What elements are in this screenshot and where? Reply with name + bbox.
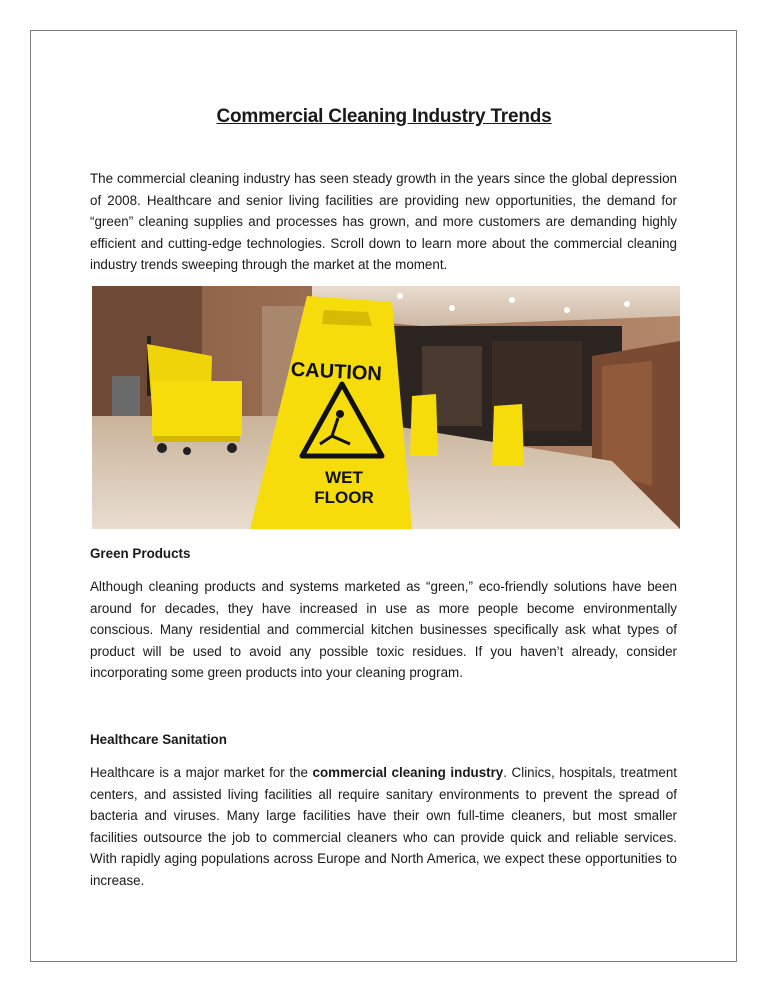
healthcare-paragraph: [90, 762, 677, 892]
healthcare-text-start: Healthcare is a major market for the: [90, 765, 313, 780]
healthcare-bold-phrase: commercial cleaning industry: [312, 765, 504, 780]
wet-floor-photo: [92, 286, 680, 529]
healthcare-text-end: . Clinics, hospitals, treatment centers, and assisted living facilities all require sanitary environments to prevent the spread of bacteria and viruses. Many large facilities have their own full-time cleaners, but most smaller facilities outsource the job to commercial cleaners who can provide quick and reliable services. With rapidly aging populations across Europe and North America, we expect these opportunities to increase.: [90, 765, 677, 888]
intro-paragraph: The commercial cleaning industry has seen steady growth in the years since the global depression of 2008. Healthcare and senior living facilities are providing new opportunities, the demand for “green” cleaning supplies and processes has grown, and more customers are demanding highly efficient and cutting-edge technologies. Scroll down to learn more about the commercial cleaning industry trends sweeping through the market at the moment.: [90, 171, 677, 273]
section-heading-healthcare-sanitation: Healthcare Sanitation: [90, 732, 227, 747]
sign-floor-text: FLOOR: [314, 488, 374, 507]
green-products-paragraph: Although cleaning products and systems marketed as “green,” eco-friendly solutions have been around for decades, they have increased in use as more people become environmentally conscious. Many residential and commercial kitchen businesses specifically ask what types of product will be used to avoid any possible toxic residues. If you haven’t already, consider incorporating some green products into your cleaning program.: [90, 579, 677, 681]
section-heading-green-products: Green Products: [90, 546, 191, 561]
sign-wet-text: WET: [325, 468, 363, 487]
page-title: Commercial Cleaning Industry Trends: [216, 105, 552, 127]
sign-caution-text: CAUTION: [290, 358, 383, 386]
